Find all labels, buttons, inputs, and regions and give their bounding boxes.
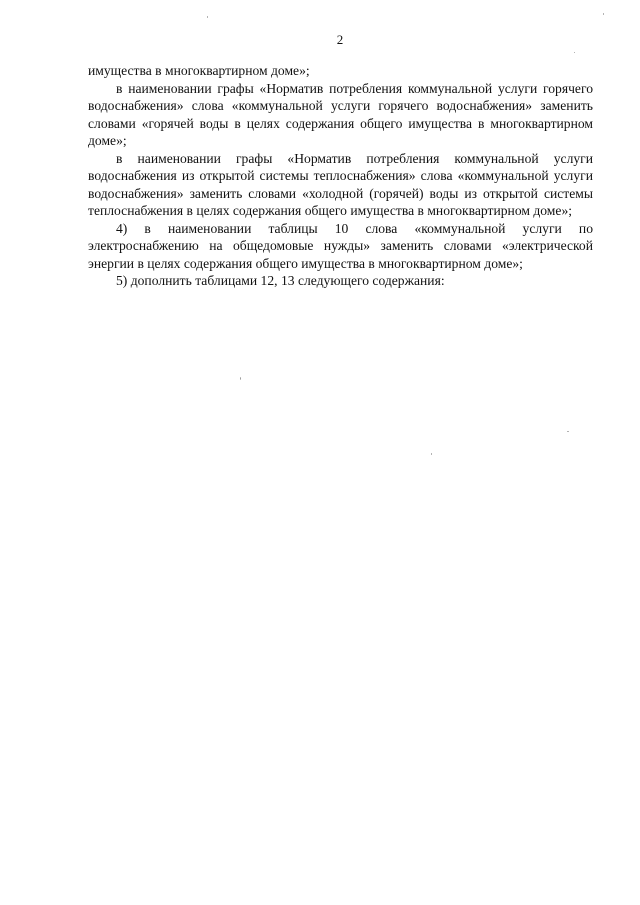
paragraph-continuation: имущества в многоквартирном доме»;	[88, 63, 310, 78]
scan-speck	[431, 453, 432, 455]
paragraph-hot-water: в наименовании графы «Норматив потребления коммунальной услуги горячего водоснабжения» слова «коммунальной услуги горячего водоснабжения» заменить словами «горячей воды в целях содержания общего имущества в многоквартирном доме»;	[88, 80, 593, 148]
scan-speck	[574, 52, 575, 53]
scan-speck	[240, 377, 241, 380]
scan-speck	[567, 431, 569, 432]
scan-speck	[207, 16, 208, 18]
paragraph-tables-12-13: 5) дополнить таблицами 12, 13 следующего содержания:	[116, 273, 445, 288]
paragraph-table-10: 4) в наименовании таблицы 10 слова «коммунальной услуги по электроснабжению на общедомовые нужды» заменить словами «электрической энергии в целях содержания общего имущества в многоквартирном доме»;	[88, 220, 593, 271]
paragraph-open-system: в наименовании графы «Норматив потребления коммунальной услуги водоснабжения из открытой системы теплоснабжения» слова «коммунальной услуги водоснабжения» заменить словами «холодной (горячей) воды из открытой системы теплоснабжения в целях содержания общего имущества в многоквартирном доме»;	[88, 150, 593, 218]
page-number: 2	[336, 32, 344, 47]
scan-speck	[603, 13, 604, 15]
document-body	[88, 62, 593, 290]
